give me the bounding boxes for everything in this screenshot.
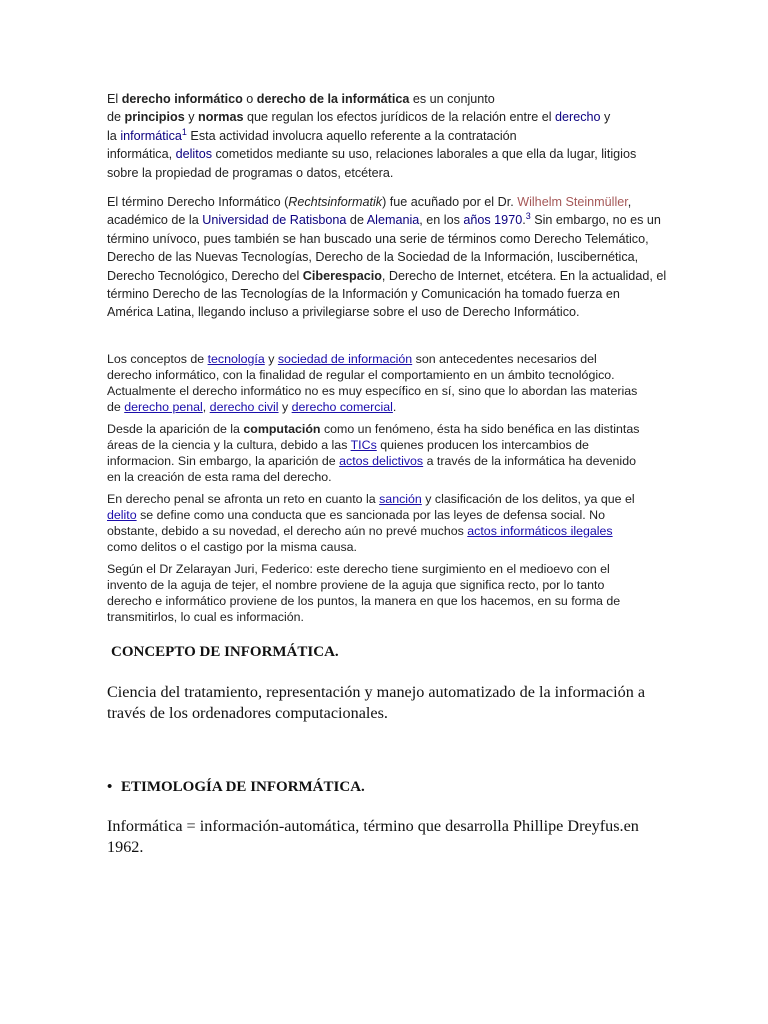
text: de (346, 213, 367, 228)
text: es un conjunto (409, 92, 495, 106)
text: se define como una conducta que es sancionada por las leyes de defensa social. No obstante, debido a su novedad, el derecho aún no prevé muchos (107, 508, 606, 538)
heading-concepto: CONCEPTO DE INFORMÁTICA. (111, 644, 339, 660)
text: Los conceptos de (107, 352, 208, 366)
text: Desde la aparición de la (107, 422, 244, 436)
text: Según el Dr Zelarayan Juri, Federico: este derecho tiene surgimiento en el medioevo con el invento de la aguja de tejer, el nombre proviene de la aguja que significa recto, por lo tanto derecho e informático proviene de los puntos, la manera en que los hacemos, en su forma de transmitirlos, lo cual es información. (107, 562, 621, 624)
text: como un fenómeno, ésta ha sido benéfica en las distintas áreas de la ciencia y la cultura, debido a las (107, 422, 640, 452)
link-informatica[interactable]: informática (120, 128, 182, 143)
text: . (522, 213, 526, 228)
bold-term: Ciberespacio (302, 268, 382, 283)
link-delitos[interactable]: delitos (175, 147, 212, 162)
reference-marker[interactable]: 3 (525, 211, 531, 222)
link-tecnologia[interactable]: tecnología (207, 352, 265, 366)
etimologia-definition: Informática = información-automática, término que desarrolla Phillipe Dreyfus.en 1962. (107, 817, 639, 856)
text: Esta actividad involucra aquello referente a la contratación (186, 128, 517, 143)
link-actos-delictivos[interactable]: actos delictivos (339, 454, 424, 468)
bold-term: derecho informático (121, 92, 243, 106)
text: quienes producen los intercambios de informacion. Sin embargo, la aparición de (107, 438, 589, 468)
text: El término Derecho Informático ( (107, 195, 289, 209)
text: . (392, 400, 397, 414)
text: El (107, 92, 122, 106)
criminal-law-paragraph (107, 491, 642, 555)
computation-paragraph (107, 421, 642, 485)
text: , (202, 400, 210, 414)
link-anos-1970[interactable]: años 1970 (463, 213, 523, 228)
text: y clasificación de los delitos, ya que el (421, 492, 635, 506)
text: informática, (107, 147, 176, 162)
text: cometidos mediante su uso, relaciones laborales a que ella da lugar, litigios sobre la propiedad de programas o datos, etcétera. (107, 147, 637, 180)
text: y (264, 352, 278, 366)
text: de (107, 110, 125, 125)
heading-etimologia (107, 779, 365, 796)
link-derecho[interactable]: derecho (555, 110, 601, 125)
link-wilhelm-steinmuller[interactable]: Wilhelm Steinmüller (517, 195, 628, 209)
text: En derecho penal se afronta un reto en cuanto la (107, 492, 380, 506)
italic-term: Rechtsinformatik (288, 195, 383, 209)
text: como delitos o el castigo por la misma causa. (107, 540, 357, 554)
bold-term: computación (243, 422, 321, 436)
link-derecho-comercial[interactable]: derecho comercial (291, 400, 393, 414)
text: la (107, 128, 121, 143)
text: a través de la informática ha devenido en la creación de esta rama del derecho. (107, 454, 636, 484)
concepto-definition: Ciencia del tratamiento, representación y manejo automatizado de la información a través de los ordenadores computacionales. (107, 683, 646, 722)
bold-term: derecho de la informática (256, 92, 410, 106)
link-actos-informaticos-ilegales[interactable]: actos informáticos ilegales (467, 524, 613, 538)
bold-term: normas (198, 110, 244, 125)
text: y (600, 110, 611, 125)
text: que regulan los efectos jurídicos de la relación entre el (243, 110, 556, 125)
heading-etimologia-text: ETIMOLOGÍA DE INFORMÁTICA. (121, 779, 365, 795)
text: o (242, 92, 257, 106)
link-derecho-penal[interactable]: derecho penal (124, 400, 203, 414)
link-sociedad-informacion[interactable]: sociedad de información (277, 352, 413, 366)
text: y (184, 110, 198, 125)
concepts-paragraph (107, 351, 642, 415)
text: , (627, 195, 632, 209)
link-delito[interactable]: delito (107, 508, 137, 522)
text: , Derecho de Internet, etcétera. En la actualidad, el término Derecho de las Tecnologías de la Información y Comunicación ha tomado fuerza en América Latina, llegando incluso a privilegiarse sobre el uso de Derecho Informático. (107, 268, 667, 320)
link-sancion[interactable]: sanción (379, 492, 422, 506)
text: Sin embargo, no es un término unívoco, pues también se han buscado una serie de términos como Derecho Telemático, Derecho de las Nuevas Tecnologías, Derecho de la Sociedad de la Información, Iuscibernética, Derecho Tecnológico, Derecho del (107, 213, 661, 283)
text: son antecedentes necesarios del derecho informático, con la finalidad de regular el comportamiento en un ámbito tecnológico. Actualmente el derecho informático no es muy específico en sí, sino que lo abordan las materias de (107, 352, 638, 414)
link-universidad-ratisbona[interactable]: Universidad de Ratisbona (202, 213, 347, 228)
link-tics[interactable]: TICs (350, 438, 377, 452)
text: ) fue acuñado por el Dr. (382, 195, 518, 209)
text: académico de la (107, 213, 203, 228)
bullet-icon: • (107, 779, 113, 795)
link-alemania[interactable]: Alemania (366, 213, 420, 228)
intro-paragraph (107, 90, 667, 182)
text: y (278, 400, 292, 414)
reference-marker[interactable]: 1 (181, 126, 187, 137)
zelarayan-paragraph (107, 561, 642, 625)
text: , en los (419, 213, 464, 228)
link-derecho-civil[interactable]: derecho civil (209, 400, 279, 414)
bold-term: principios (124, 110, 185, 125)
term-origin-paragraph (107, 193, 667, 322)
